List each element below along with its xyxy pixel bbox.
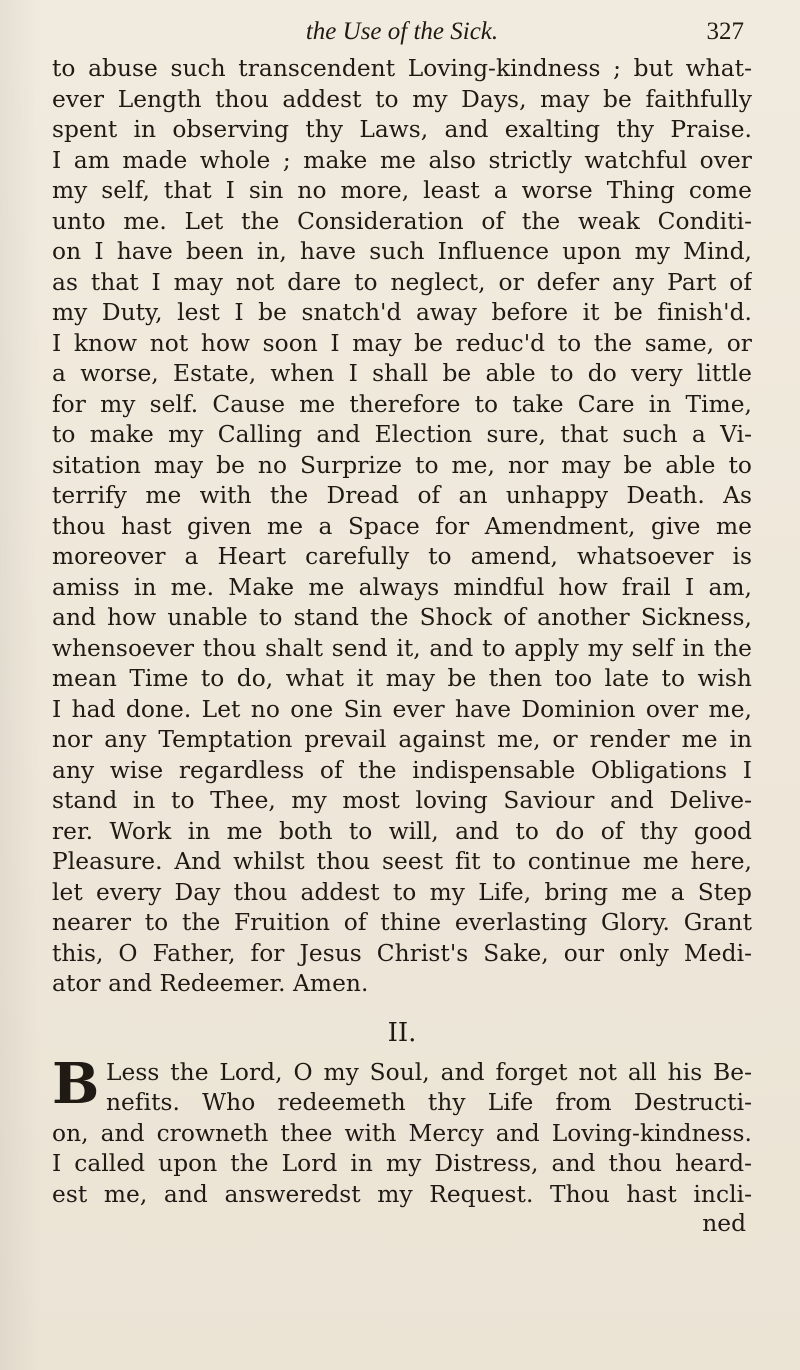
text-line: whensoever thou shalt send it, and to apply my self in the [52,634,752,662]
text-line: on, and crowneth thee with Mercy and Loving-kindness. [52,1119,752,1147]
text-line: Less the Lord, O my Soul, and forget not all his Be- [106,1058,752,1086]
catchword: ned [702,1210,746,1237]
text-line: ever Length thou addest to my Days, may be faithfully [52,85,752,113]
text-line: moreover a Heart carefully to amend, whatsoever is [52,543,752,570]
text-line: amiss in me. Make me always mindful how frail I am, [52,573,752,601]
text-line: for my self. Cause me therefore to take Care in Time, [52,390,752,418]
running-title: the Use of the Sick. [305,18,499,45]
text-line: let every Day thou addest to my Life, bring me a Step [52,878,752,906]
text-line: a worse, Estate, when I shall be able to do very little [52,360,752,387]
drop-cap-paragraph-start [52,1050,752,1119]
text-line: est me, and answeredst my Request. Thou hast incli- [52,1180,752,1208]
text-line: nor any Temptation prevail against me, or render me in [52,726,752,753]
text-line: Pleasure. And whilst thou seest fit to continue me here, [52,848,752,875]
page-header [52,10,752,54]
text-line: I called upon the Lord in my Distress, and thou heard- [52,1150,752,1177]
section-number: II. [387,1017,417,1048]
text-line: to abuse such transcendent Loving-kindness ; but what- [52,55,752,82]
text-line: any wise regardless of the indispensable Obligations I [52,756,752,784]
text-line: unto me. Let the Consideration of the weak Conditi- [52,207,752,235]
prayer-section-1 [52,54,752,1000]
text-line: rer. Work in me both to will, and to do of thy good [52,817,752,845]
text-line: my self, that I sin no more, least a worse Thing come [52,177,752,204]
page-number: 327 [706,18,744,45]
text-line: sitation may be no Surprize to me, nor may be able to [52,451,752,479]
text-line: nearer to the Fruition of thine everlasting Glory. Grant [52,909,752,936]
text-line: and how unable to stand the Shock of another Sickness, [52,604,752,631]
text-line: terrify me with the Dread of an unhappy Death. As [52,482,752,509]
text-line: to make my Calling and Election sure, that such a Vi- [52,421,752,448]
text-line: I had done. Let no one Sin ever have Dominion over me, [52,695,752,723]
text-line: stand in to Thee, my most loving Saviour and Delive- [52,787,752,814]
text-line: as that I may not dare to neglect, or defer any Part of [52,268,752,296]
text-line: thou hast given me a Space for Amendment, give me [52,512,752,540]
text-line: on I have been in, have such Influence upon my Mind, [52,238,752,265]
text-line: ator and Redeemer. Amen. [52,970,369,997]
text-line: I know not how soon I may be reduc'd to the same, or [52,329,752,357]
text-line: I am made whole ; make me also strictly watchful over [52,146,752,174]
text-line: this, O Father, for Jesus Christ's Sake, our only Medi- [52,939,752,967]
text-line: spent in observing thy Laws, and exalting thy Praise. [52,116,752,143]
drop-cap: B [52,1050,100,1117]
text-line: my Duty, lest I be snatch'd away before it be finish'd. [52,299,752,326]
prayer-section-2 [52,1050,752,1211]
text-line: mean Time to do, what it may be then too late to wish [52,665,752,692]
text-line: nefits. Who redeemeth thy Life from Destructi- [106,1089,752,1116]
